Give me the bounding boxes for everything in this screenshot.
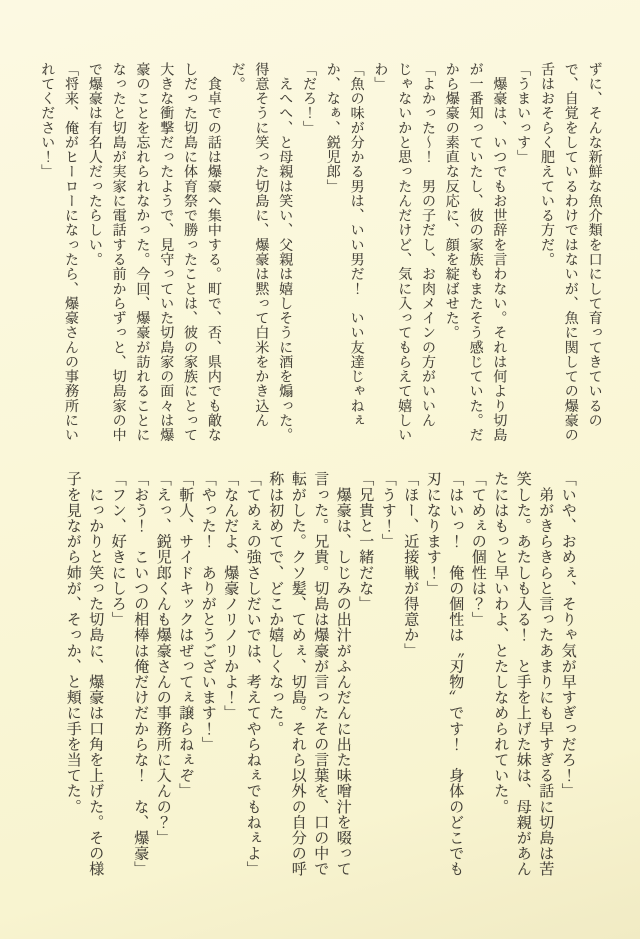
paragraph-dialogue: 「おう！ こいつの相棒は俺だけだからな！ な、爆豪」: [132, 471, 149, 877]
paragraph-dialogue: 「よかった〜！ 男の子だし、お肉メインの方がいいんじゃないかと思ったんだけど、気に入ってもらえて嬉しいわ」: [372, 62, 435, 443]
paragraph-dialogue: 「兄貴と一緒だな」: [357, 471, 374, 612]
paragraph-dialogue: 「てめぇの強さしだいでは、考えてやらねぇでもねぇよ」: [244, 471, 261, 877]
paragraph: 弟がきらきらと言ったあまりにも早すぎる話に切島は苦笑した。あたしも入る！ と手を上げた妹は、母親があんたにはもっと早いわよ、とたしなめられていた。: [492, 471, 554, 877]
paragraph-dialogue: 「フン、好きにしろ」: [109, 471, 126, 627]
paragraph-dialogue: 「てめぇの個性は？」: [469, 471, 486, 627]
paragraph-dialogue: 「ほー、近接戦が得意か」: [402, 471, 419, 659]
paragraph-dialogue: 「やった！ ありがとうございます！」: [199, 471, 216, 752]
paragraph: ずに、そんな新鮮な魚介類を口にして育ってきているので、自覚をしているわけではないが、魚に関しての爆豪の舌はおそらく肥えている方だ。: [538, 62, 602, 443]
paragraph-dialogue: 「うまいっす」: [515, 62, 531, 165]
text-block-top: [34, 62, 605, 445]
paragraph-dialogue: 「はいっ！ 俺の個性は〝刃物〟です！ 身体のどこでも刃になります！」: [424, 471, 464, 877]
paragraph: 爆豪は、しじみの出汁がふんだんに出た味噌汁を啜って言った。兄貴。切島は爆豪が言ったその言葉を、口の中で転がした。クソ髪、てめぇ、切島。それら以外の自分の呼称は初めてで、どこか嬉しくなった。: [267, 471, 351, 877]
text-block-bottom: [61, 471, 579, 880]
paragraph-dialogue: 「えっ、鋭児郎くんも爆豪さんの事務所に入んの？」: [154, 471, 171, 846]
paragraph: 爆豪は、いつでもお世辞を言わない。それは何より切島が一番知っていたし、彼の家族もまたそう感じていた。だから爆豪の素直な反応に、顔を綻ばせた。: [443, 62, 507, 443]
paragraph-dialogue: 「斬人、サイドキックはぜってぇ譲らねぇぞ」: [177, 471, 194, 799]
paragraph-dialogue: 「なんだよ、爆豪ノリノリかよ！」: [222, 471, 239, 721]
paragraph-dialogue: 「魚の味が分かる男は、いい男だ！ いい友達じゃねぇか、なぁ、鋭児郎」: [324, 62, 364, 428]
paragraph: にっかりと笑った切島に、爆豪は口角を上げた。その様子を見ながら姉が、そっか、と頬に手を当てた。: [64, 471, 104, 877]
paragraph: えへへ、と母親は笑い、父親は嬉しそうに酒を煽った。得意そうに笑った切島に、爆豪は黙って白米をかき込んだ。: [229, 62, 293, 443]
paragraph-dialogue: 「将来、俺がヒーローになったら、爆豪さんの事務所にいれてください！」: [39, 62, 79, 443]
paragraph-dialogue: 「うす！」: [379, 471, 396, 549]
paragraph: 食卓での話は爆豪へ集中する。町で、否、県内でも敵なしだった切島に体育祭で勝ったことは、彼の家族にとって大きな衝撃だったようで、見守っていた切島家の面々は爆豪のことを忘れられなかった。今回、爆豪が訪れることになったと切島が実家に電話する前からずっと、切島家の中で爆豪は有名人だったらしい。: [86, 62, 221, 443]
paragraph-dialogue: 「いや、おめぇ、そりゃ気が早すぎっだろ！」: [559, 471, 576, 799]
paragraph-dialogue: 「だろ！」: [301, 62, 316, 136]
